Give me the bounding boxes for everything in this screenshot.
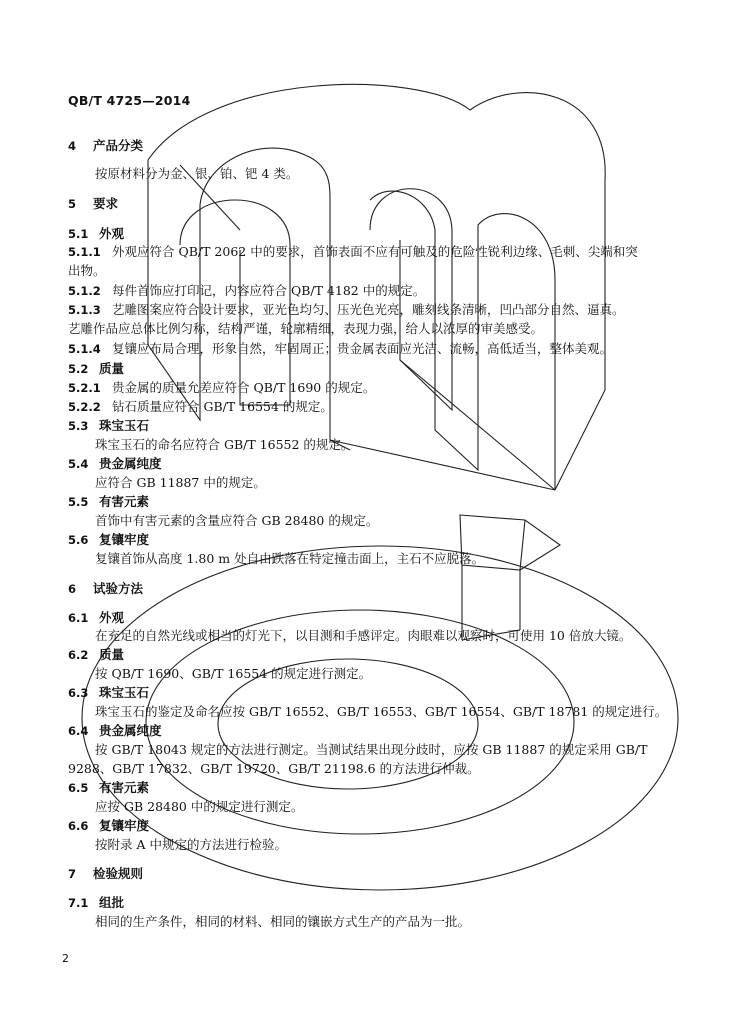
section-heading [68, 138, 668, 154]
section-number: 5.4 [68, 457, 89, 471]
page-number: 2 [62, 952, 69, 965]
clause [68, 399, 668, 415]
section-number: 6.2 [68, 648, 89, 662]
section-title: 检验规则 [93, 866, 144, 881]
paragraph-continuation: 9288、GB/T 17832、GB/T 19720、GB/T 21198.6 的方法进行仲裁。 [68, 761, 480, 776]
document-code: QB/T 4725—2014 [68, 93, 191, 108]
section-heading [68, 196, 668, 212]
section-title: 珠宝玉石 [99, 685, 150, 700]
section-title: 外观 [99, 226, 125, 241]
clause [68, 302, 668, 318]
section-heading [68, 494, 668, 510]
clause-text: 艺雕图案应符合设计要求，亚光色均匀、压光色光亮，雕刻线条清晰，凹凸部分自然、逼真。 [112, 302, 625, 317]
clause-text: 每件首饰应打印记，内容应符合 QB/T 4182 中的规定。 [112, 283, 426, 298]
paragraph: 首饰中有害元素的含量应符合 GB 28480 的规定。 [95, 513, 379, 528]
section-title: 要求 [93, 196, 119, 211]
section-title: 组批 [99, 895, 125, 910]
section-heading [68, 685, 668, 701]
section-heading [68, 723, 668, 739]
section-heading [68, 361, 668, 377]
clause [68, 283, 668, 299]
section-number: 5.2 [68, 362, 89, 376]
paragraph-continuation: 艺雕作品应总体比例匀称，结构严谨，轮廓精细，表现力强，给人以浓厚的审美感受。 [68, 321, 544, 336]
section-title: 外观 [99, 610, 125, 625]
section-title: 复镶牢度 [99, 532, 150, 547]
paragraph: 按附录 A 中规定的方法进行检验。 [95, 837, 287, 852]
section-title: 产品分类 [93, 138, 144, 153]
paragraph-continuation: 出物。 [68, 263, 106, 278]
clause-number: 5.1.4 [68, 342, 101, 356]
section-heading [68, 532, 668, 548]
section-title: 复镶牢度 [99, 818, 150, 833]
section-number: 5.5 [68, 495, 89, 509]
section-heading [68, 647, 668, 663]
paragraph: 按 QB/T 1690、GB/T 16554 的规定进行测定。 [95, 666, 372, 681]
section-number: 6.1 [68, 611, 89, 625]
section-number: 5.6 [68, 533, 89, 547]
section-heading [68, 818, 668, 834]
section-number: 5.3 [68, 419, 89, 433]
section-heading [68, 610, 668, 626]
section-heading [68, 866, 668, 882]
clause-text: 贵金属的质量允差应符合 QB/T 1690 的规定。 [112, 380, 376, 395]
clause-number: 5.2.2 [68, 400, 101, 414]
section-number: 5 [68, 197, 77, 211]
section-title: 贵金属纯度 [99, 723, 162, 738]
section-title: 有害元素 [99, 494, 150, 509]
section-number: 5.1 [68, 227, 89, 241]
clause-number: 5.1.1 [68, 245, 101, 259]
paragraph: 珠宝玉石的命名应符合 GB/T 16552 的规定。 [95, 437, 354, 452]
paragraph: 按原材料分为金、银、铂、钯 4 类。 [95, 166, 299, 181]
section-number: 7 [68, 867, 77, 881]
section-number: 7.1 [68, 896, 89, 910]
section-heading [68, 780, 668, 796]
section-number: 6.5 [68, 781, 89, 795]
paragraph: 珠宝玉石的鉴定及命名应按 GB/T 16552、GB/T 16553、GB/T 16554、GB/T 18781 的规定进行。 [95, 704, 668, 719]
section-title: 质量 [99, 361, 125, 376]
section-title: 贵金属纯度 [99, 456, 162, 471]
section-heading [68, 456, 668, 472]
clause [68, 380, 668, 396]
section-title: 试验方法 [93, 581, 144, 596]
paragraph: 应符合 GB 11887 中的规定。 [95, 475, 266, 490]
section-heading [68, 895, 668, 911]
paragraph: 按 GB/T 18043 规定的方法进行测定。当测试结果出现分歧时，应按 GB 11887 的规定采用 GB/T [95, 742, 648, 757]
section-heading [68, 226, 668, 242]
section-heading [68, 581, 668, 597]
clause-number: 5.2.1 [68, 381, 101, 395]
paragraph: 相同的生产条件，相同的材料、相同的镶嵌方式生产的产品为一批。 [95, 914, 471, 929]
section-number: 6.3 [68, 686, 89, 700]
clause [68, 341, 668, 357]
section-number: 6 [68, 582, 77, 596]
paragraph: 复镶首饰从高度 1.80 m 处自由跌落在特定撞击面上，主石不应脱落。 [95, 551, 485, 566]
section-number: 6.6 [68, 819, 89, 833]
section-number: 4 [68, 139, 77, 153]
paragraph: 在充足的自然光线或相当的灯光下，以目测和手感评定。肉眼难以观察时，可使用 10 倍放大镜。 [95, 628, 632, 643]
clause-number: 5.1.2 [68, 284, 101, 298]
paragraph: 应按 GB 28480 中的规定进行测定。 [95, 799, 304, 814]
section-title: 有害元素 [99, 780, 150, 795]
section-title: 质量 [99, 647, 125, 662]
section-heading [68, 418, 668, 434]
clause-text: 复镶应布局合理，形象自然，牢固周正；贵金属表面应光洁、流畅，高低适当，整体美观。 [112, 341, 613, 356]
clause-text: 外观应符合 QB/T 2062 中的要求，首饰表面不应有可触及的危险性锐利边缘、毛刺、尖端和突 [112, 244, 638, 259]
section-number: 6.4 [68, 724, 89, 738]
clause-text: 钻石质量应符合 GB/T 16554 的规定。 [112, 399, 333, 414]
clause-number: 5.1.3 [68, 303, 101, 317]
section-title: 珠宝玉石 [99, 418, 150, 433]
clause [68, 244, 668, 260]
